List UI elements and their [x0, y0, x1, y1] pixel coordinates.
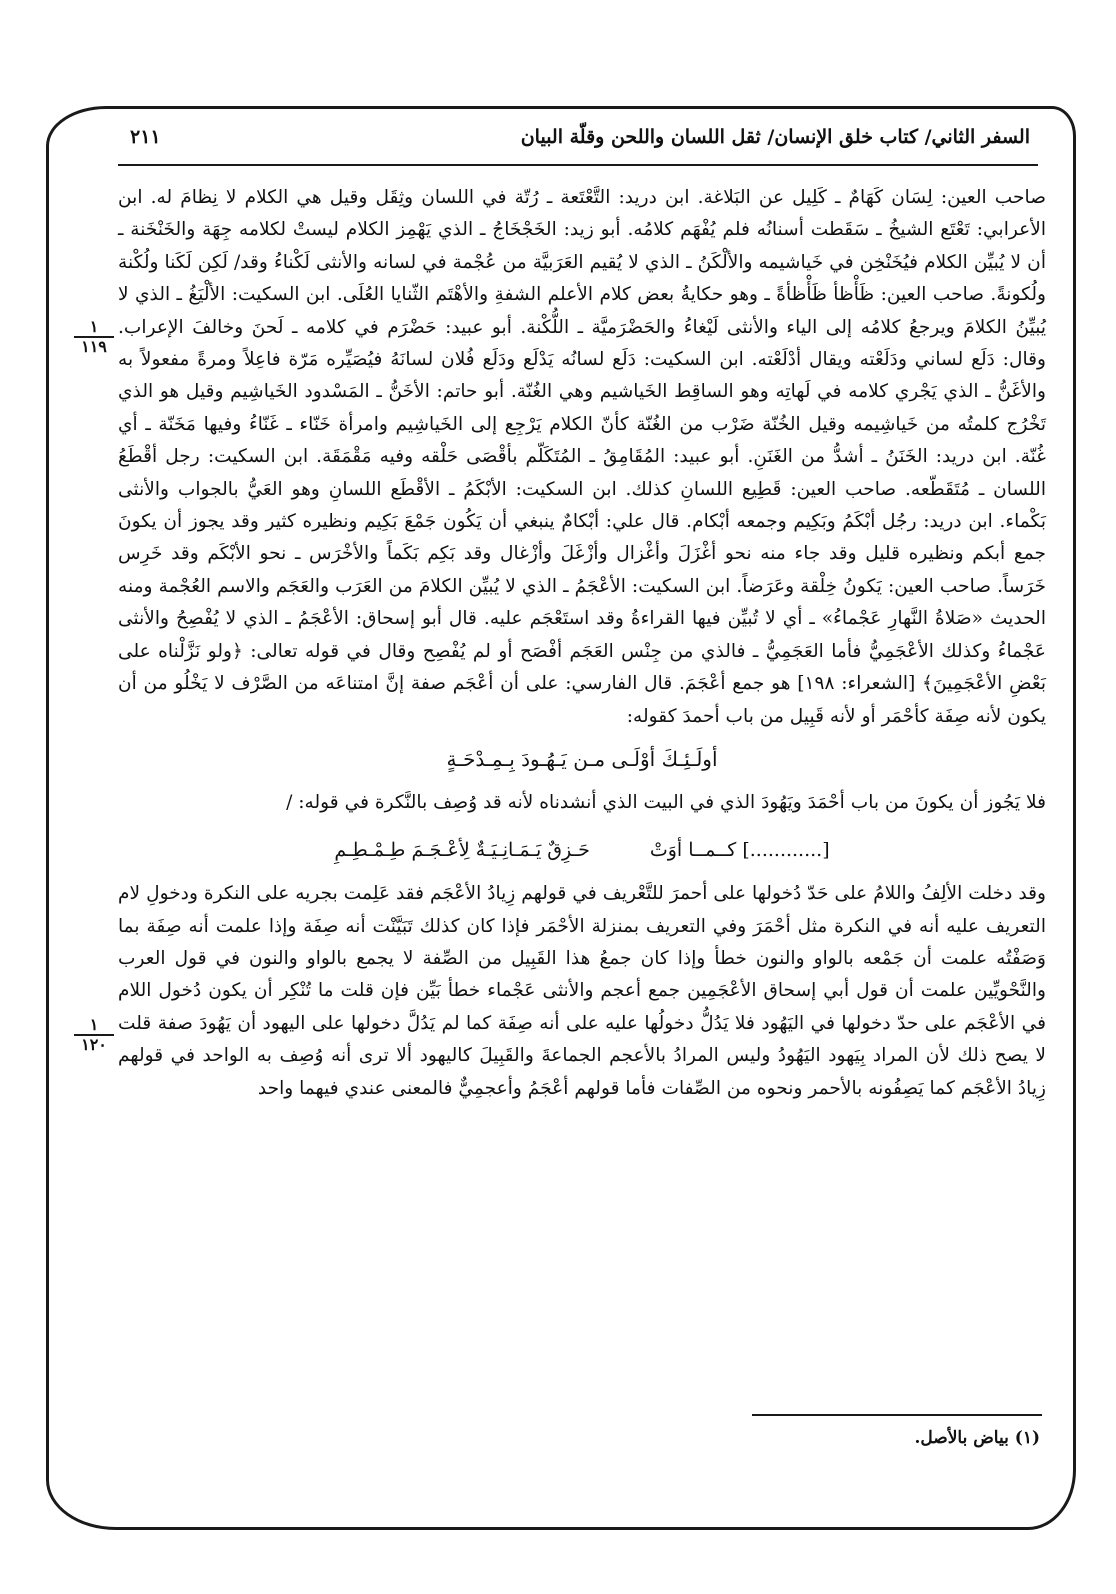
paragraph: صاحب العين: لِسَان كَهَامٌ ـ كَلِيل عن البَلاغة. ابن دريد: التَّعْتَعة ـ رُتّة في اللسان وثِقَل وقيل هي الكلام لا نِظامَ له. ابن الأعرابي: تَعْتَع الشيخُ ـ سَقَطت أسنانُه فلم يُفْهَم كلامُه. أبو زيد: الخَجْخَاجُ ـ الذي يَهْمِز الكلام ليستْ لكلامه جِهَة والخَنْخَنة ـ أن لا يُبيِّن الكلام فيُخَنْخِن في خَياشيمه والألْكَنُ ـ الذي لا يُقيم العَرَبيَّة من عُجْمة في لسانه والأنثى لَكْناءُ وقد/ لَكِن لَكَنا ولُكْنة ولُكونةً. صاحب العين: ظَأْظأ ظَأْظأةً ـ وهو حكايةُ بعض كلام الأعلم الشفةِ والأهْتَم الثّنايا العُلَى. ابن السكيت: الألْيَغُ ـ الذي لا يُبيِّنُ الكلامَ ويرجعُ كلامُه إلى الياء والأنثى لَيْغاءُ والحَضْرَميَّة ـ اللُّكْنة. أبو عبيد: حَضْرَم في كلامه ـ لَحنَ وخالفَ الإعراب. وقال: دَلَع لساني ودَلَعْته ويقال أدْلَعْته. ابن السكيت: دَلَع لسانُه يَدْلَع ودَلَع فُلان لسانَهُ فيُصَيِّره مَرّة فاعِلاً ومرةً مفعولاً به والأغَنُّ ـ الذي يَجْري كلامه في لَهاتِه وهو الساقِط الخَياشيم وهي الغُنّة. أبو حاتم: الأخَنُّ ـ المَسْدود الخَياشِيم وقيل هو الذي تَخْرُج كلمتُه من خَياشِيمه وقيل الخُنّة ضَرْب من الغُنّة كأنّ الكلام يَرْجِع إلى الخَياشِيم وامرأة خَنّاء ـ غَنّاءُ وفيها مَخَنّة ـ أي غُنّة. ابن دريد: الخَنَنُ ـ أشدُّ من الغَنَنِ. أبو عبيد: المُقَامِقُ ـ المُتَكَلّم بأقْصَى حَلْقه وفيه مَقْمَقَة. ابن السكيت: رجل أقْطَعُ اللسان ـ مُتَقَطّعه. صاحب العين: قَطِيع اللسانِ كذلك. ابن السكيت: الأبْكَمُ ـ الأقْطَع اللسانِ وهو العَيُّ بالجواب والأنثى بَكْماء. ابن دريد: رجُل أبْكَمُ وبَكِيم وجمعه أبْكام. قال علي: أبْكامٌ ينبغي أن يَكُون جَمْعَ بَكِيم ونظيره كثير وقد يجوز أن يكونَ جمع أبكم ونظيره قليل وقد جاء منه نحو أغْزَلَ وأغْزال وأزْغَلَ وأزْغال وقد بَكِم بَكَماً والأخْرَس ـ نحو الأبْكَم وقد خَرِس خَرَساً. صاحب العين: يَكونُ خِلْقة وعَرَضاً. ابن السكيت: الأعْجَمُ ـ الذي لا يُبيِّن الكلامَ من العَرَب والعَجَم والاسم العُجْمة ومنه الحديث «صَلاةُ النَّهارِ عَجْماءُ» ـ أي لا تُبيِّن فيها القراءةُ وقد استَعْجَم عليه. قال أبو إسحاق: الأعْجَمُ ـ الذي لا يُفْصِحُ والأنثى عَجْماءُ وكذلك الأعْجَمِيُّ فأما العَجَمِيُّ ـ فالذي من جِنْس العَجَم أفْصَح أو لم يُفْصِح وقال في قوله تعالى: ﴿ولو نَزَّلْناه على بَعْضِ الأعْجَمِينَ﴾ [الشعراء: ١٩٨] هو جمع أعْجَمَ. قال الفارسي: على أن أعْجَم صفة إنَّ امتناعَه من الصَّرْف لا يَخْلُو من أن يكون لأنه صِفَة كأحْمَر أو لأنه قَبِيل من باب أحمدَ كقوله:	[118, 187, 1046, 727]
poetry-verse: أولَـئِـكَ أوْلَـى مـن يَـهُـودَ بِـمِـدْحَـةٍ	[446, 746, 718, 771]
margin-folio-note	[74, 1016, 114, 1053]
margin-note-numerator: ١	[74, 1016, 114, 1036]
main-text	[118, 182, 1046, 1105]
margin-note-denominator: ١١٩	[81, 337, 107, 356]
header-title: السفر الثاني/ كتاب خلق الإنسان/ ثقل اللسان واللحن وقلّة البيان	[520, 126, 1030, 148]
running-header	[130, 118, 1030, 156]
verse-hemistich: حَـزِقٌ يَـمَـانِـيَـةٌ لِأعْـجَـمَ طِـمْـطِـمِ	[334, 838, 590, 861]
margin-folio-note	[74, 318, 114, 355]
footnote: (١) بياض بالأصل.	[914, 1428, 1040, 1448]
header-rule	[118, 164, 1038, 166]
page-number: ٢١١	[130, 126, 161, 148]
paragraph: فلا يَجُوز أن يكونَ من باب أحْمَدَ ويَهُودَ الذي في البيت الذي أنشدناه لأنه قد وُصِف بالنَّكرة في قوله: /	[286, 792, 1046, 814]
paragraph: وقد دخلت الألِفُ واللامُ على حَدّ دُخولها على أحمرَ للتَّعْريف في قولهم زِيادُ الأعْجَم فقد عَلِمت بجريه على النكرة ودخولِ لام التعريف عليه أنه في النكرة مثل أحْمَرَ وفي التعريف بمنزلة الأحْمَر فإذا كان كذلك تَبَيَّنْت أنه صِفَة وإذا علمت أنه صِفَة بما وَصَفْتُه علمت أن جَمْعه بالواو والنون خطأ وإذا كان جمعُ هذا القَبِيل من الصِّفة لا يجمع بالواو والنون في قول العرب والنَّحْويِّين علمت أن قول أبي إسحاق الأعْجَمِين جمع أعجم والأنثى عَجْماء خطأ بَيِّن فإن قلت ما تُنْكِر أن يكون دُخول اللام في الأعْجَم على حدّ دخولها في اليَهُود فلا يَدُلُّ دخولُها عليه على أنه صِفَة كما لم يَدُلَّ دخولها على اليهود أن يَهُودَ صفة قلت لا يصح ذلك لأن المراد بِيَهود اليَهُودُ وليس المرادُ بالأعجم الجماعةَ والقَبِيلَ كاليهود ألا ترى أنه وُصِف به الواحد في قولهم زِيادُ الأعْجَم كما يَصِفُونه بالأحمر ونحوه من الصِّفات فأما قولهم أعْجَمُ وأعجمِيٌّ فالمعنى عندي فيهما واحد	[118, 883, 1046, 1099]
margin-note-denominator: ١٢٠	[81, 1035, 107, 1054]
margin-note-numerator: ١	[74, 318, 114, 338]
verse-hemistich: [............] كــمــا أوَتْ	[649, 838, 830, 861]
footnote-rule	[752, 1414, 1042, 1416]
poetry-verse	[118, 834, 1046, 866]
